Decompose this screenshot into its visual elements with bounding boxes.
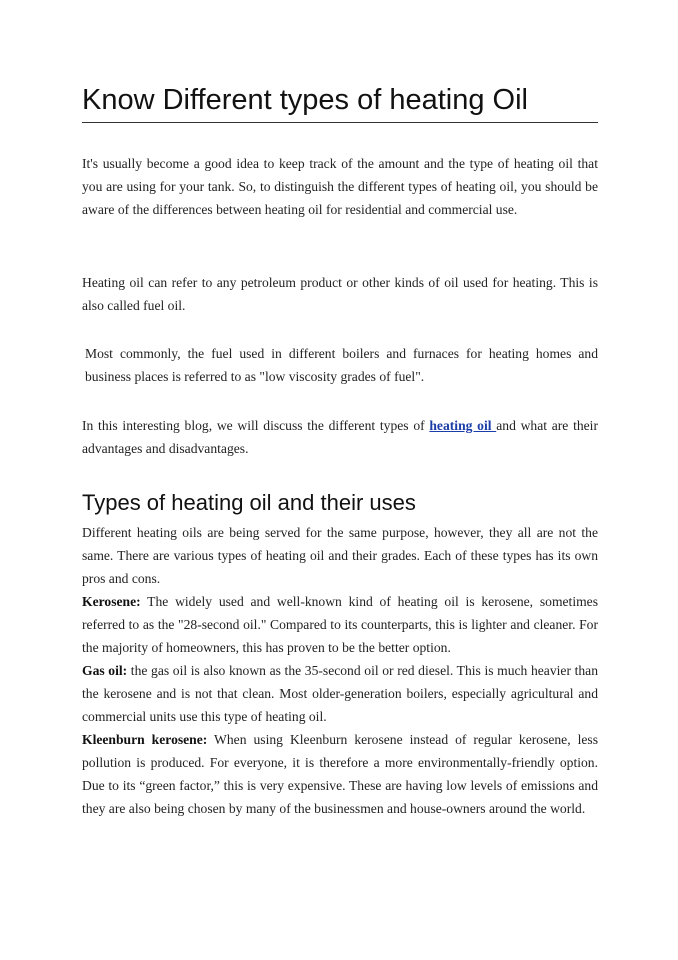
section-lead: Different heating oils are being served for the same purpose, however, they all are not the same. There are various types of heating oil and their grades. Each of these types has its own pros and cons. [82,525,598,586]
intro-paragraph-2 [82,271,598,317]
gas-oil-text: the gas oil is also known as the 35-second oil or red diesel. This is much heavier than the kerosene and is not that clean. Most older-generation boilers, especially agricultural and commercial units use this type of heating oil. [82,663,599,724]
kerosene-term: Kerosene: [82,594,141,609]
kleenburn-text: When using Kleenburn kerosene instead of regular kerosene, less pollution is produced. For everyone, it is therefore a more environmentally-friendly option. Due to its “green factor,” this is very expensive. These are having low levels of emissions and they are also being chosen by many of the businessmen and house-owners around the world. [82,732,598,816]
intro-p4-before: In this interesting blog, we will discuss the different types of [82,418,430,433]
oil-type-kerosene [82,590,598,659]
heating-oil-link[interactable]: heating oil [429,418,497,433]
section-heading: Types of heating oil and their uses [82,490,416,515]
kerosene-text: The widely used and well-known kind of heating oil is kerosene, sometimes referred to as the "28-second oil." Compared to its counterparts, this is lighter and cleaner. For the majority of homeowners, this has proven to be the better option. [82,594,598,655]
intro-p4-after: and what are their advantages and disadvantages. [82,418,598,456]
intro-p1-text: It's usually become a good idea to keep track of the amount and the type of heating oil that you are using for your tank. So, to distinguish the different types of heating oil, you should be aware of the differences between heating oil for residential and commercial use. [82,156,598,217]
page-title: Know Different types of heating Oil [82,84,528,116]
intro-p2-text: Heating oil can refer to any petroleum product or other kinds of oil used for heating. This is also called fuel oil. [82,275,598,313]
section-body [82,521,598,820]
intro-paragraph-1 [82,152,598,221]
kleenburn-term: Kleenburn kerosene: [82,732,208,747]
oil-type-kleenburn [82,728,598,820]
gas-oil-term: Gas oil: [82,663,128,678]
title-divider [82,122,598,123]
intro-paragraph-4 [82,414,598,460]
oil-type-gas-oil [82,659,598,728]
intro-paragraph-3 [82,342,598,388]
intro-p3-text: Most commonly, the fuel used in different boilers and furnaces for heating homes and business places is referred to as "low viscosity grades of fuel". [85,346,598,384]
